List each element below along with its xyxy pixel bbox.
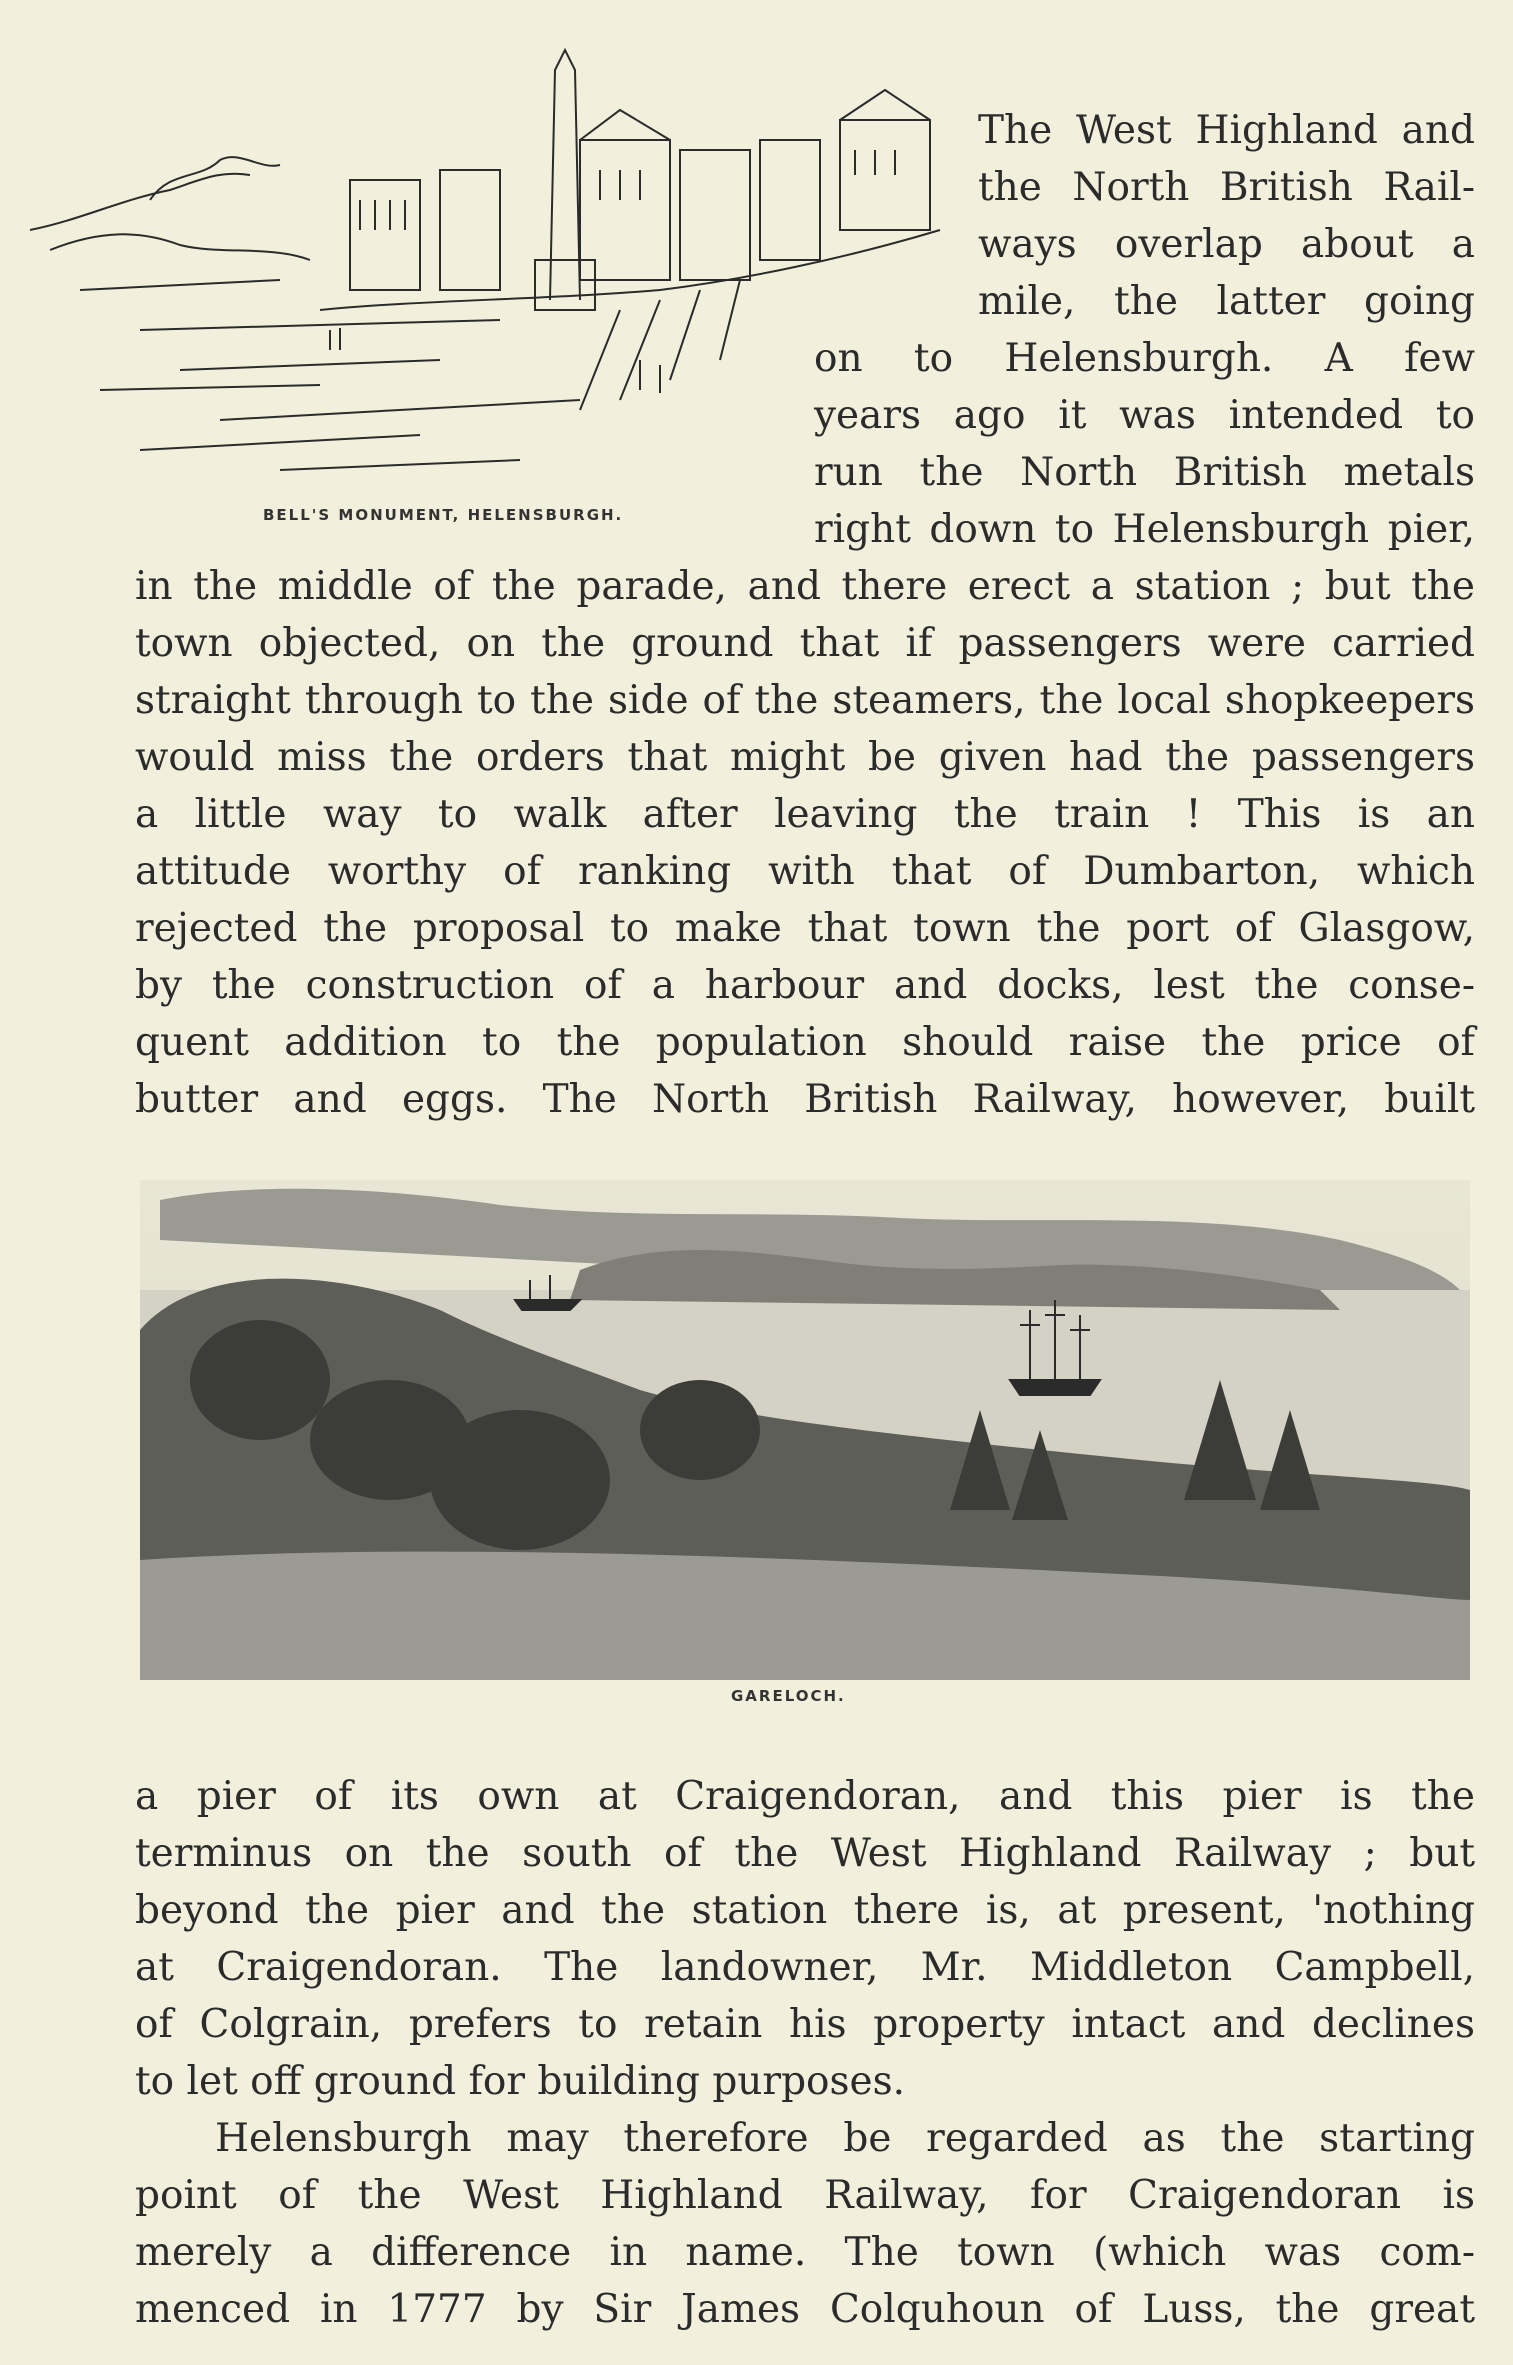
text-line: on to Helensburgh. A few [814, 336, 1475, 381]
text-line: butter and eggs. The North British Railway, however, built [135, 1077, 1475, 1122]
text-line: beyond the pier and the station there is, at present, 'nothing [135, 1888, 1475, 1933]
illustration-gareloch [140, 1180, 1470, 1680]
text-line: quent addition to the population should raise the price of [135, 1020, 1475, 1065]
text-line: a pier of its own at Craigendoran, and this pier is the [135, 1774, 1475, 1819]
text-line: right down to Helensburgh pier, [814, 507, 1475, 552]
text-line: town objected, on the ground that if passengers were carried [135, 621, 1475, 666]
text-line: merely a difference in name. The town (which was com- [135, 2230, 1475, 2275]
text-line: years ago it was intended to [814, 393, 1475, 438]
text-line: The West Highland and [978, 108, 1475, 153]
text-line: in the middle of the parade, and there erect a station ; but the [135, 564, 1475, 609]
text-line: run the North British metals [814, 450, 1475, 495]
text-line: Helensburgh may therefore be regarded as the starting [215, 2116, 1475, 2161]
text-line: of Colgrain, prefers to retain his property intact and declines [135, 2002, 1475, 2047]
text-line: straight through to the side of the steamers, the local shopkeepers [135, 678, 1475, 723]
text-line: point of the West Highland Railway, for Craigendoran is [135, 2173, 1475, 2218]
text-line: the North British Rail- [978, 165, 1475, 210]
text-line: a little way to walk after leaving the train ! This is an [135, 792, 1475, 837]
text-line: ways overlap about a [978, 222, 1475, 267]
caption-gareloch: GARELOCH. [731, 1687, 846, 1705]
text-line: terminus on the south of the West Highland Railway ; but [135, 1831, 1475, 1876]
text-line: by the construction of a harbour and docks, lest the conse- [135, 963, 1475, 1008]
text-line: at Craigendoran. The landowner, Mr. Middleton Campbell, [135, 1945, 1475, 1990]
gareloch-drawing [140, 1180, 1470, 1680]
text-line: rejected the proposal to make that town the port of Glasgow, [135, 906, 1475, 951]
text-line: mile, the latter going [978, 279, 1475, 324]
text-line: menced in 1777 by Sir James Colquhoun of Luss, the great [135, 2287, 1475, 2332]
text-line: to let off ground for building purposes. [135, 2059, 906, 2104]
text-line: attitude worthy of ranking with that of Dumbarton, which [135, 849, 1475, 894]
text-line: would miss the orders that might be given had the passengers [135, 735, 1475, 780]
caption-bells-monument: BELL'S MONUMENT, HELENSBURGH. [263, 506, 624, 524]
